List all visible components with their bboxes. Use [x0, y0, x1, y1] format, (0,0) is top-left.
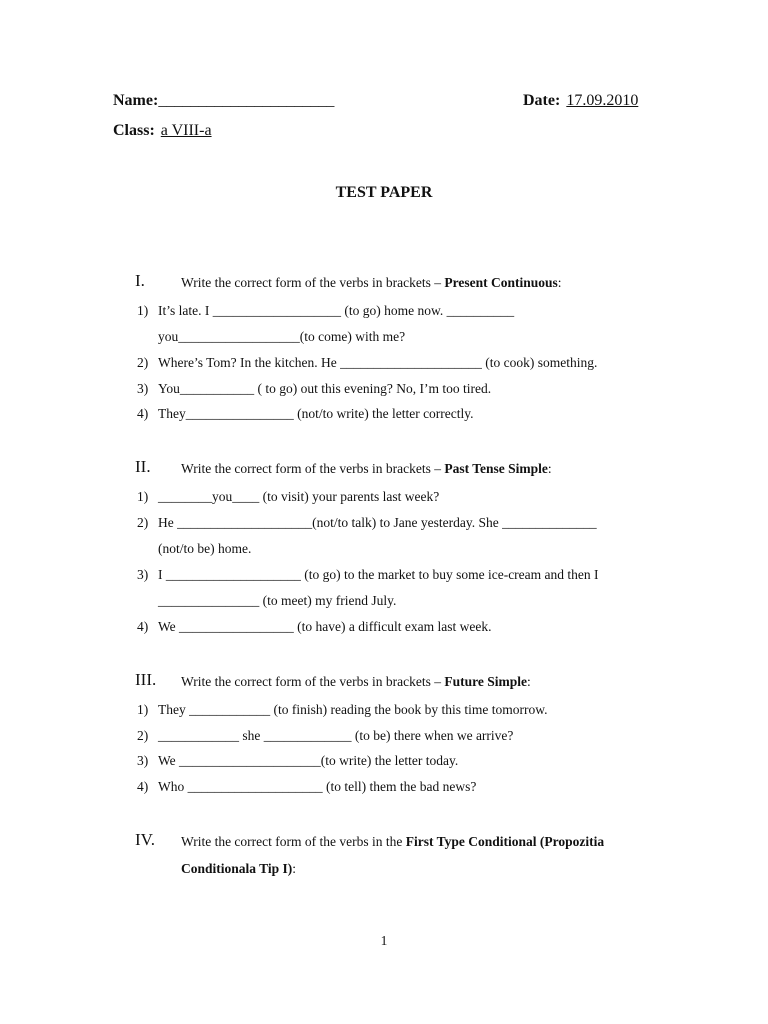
- item-number: 1): [137, 489, 149, 504]
- item-number: 2): [137, 728, 149, 743]
- page-title: TEST PAPER: [335, 184, 433, 201]
- item-line: You___________ ( to go) out this evening? No, I’m too tired.: [158, 381, 492, 396]
- item-number: 3): [137, 753, 149, 768]
- name-blank: ______________________: [158, 92, 335, 109]
- item-line: They________________ (not/to write) the letter correctly.: [158, 406, 474, 421]
- section-4-instruction: Write the correct form of the verbs in the First Type Conditional (Propozitia: [181, 834, 605, 849]
- section-2-tense: Past Tense Simple: [444, 461, 548, 476]
- class-field: [113, 122, 212, 140]
- item-line: I ____________________ (to go) to the market to buy some ice-cream and then I: [158, 567, 599, 582]
- item-line: Who ____________________ (to tell) them the bad news?: [158, 779, 477, 794]
- section-3-tense: Future Simple: [444, 674, 527, 689]
- item-number: 2): [137, 355, 149, 370]
- item-line: (not/to be) home.: [158, 541, 252, 556]
- item-line: Where’s Tom? In the kitchen. He _____________________ (to cook) something.: [158, 355, 598, 370]
- item-line: ____________ she _____________ (to be) there when we arrive?: [158, 728, 514, 743]
- item-line: He ____________________(not/to talk) to Jane yesterday. She ______________: [158, 515, 597, 530]
- page-number: 1: [380, 933, 388, 948]
- item-number: 4): [137, 779, 149, 794]
- name-field: [113, 92, 334, 110]
- class-label: Class:: [113, 122, 155, 139]
- section-1-instruction: Write the correct form of the verbs in brackets – Present Continuous:: [181, 275, 562, 290]
- item-line: It’s late. I ___________________ (to go) home now. __________: [158, 303, 515, 318]
- section-2-numeral: II.: [135, 457, 151, 476]
- item-line: ________you____ (to visit) your parents last week?: [158, 489, 440, 504]
- item-number: 3): [137, 381, 149, 396]
- item-number: 4): [137, 406, 149, 421]
- date-label: Date:: [523, 92, 561, 109]
- item-line: We _________________ (to have) a difficult exam last week.: [158, 619, 492, 634]
- item-number: 2): [137, 515, 149, 530]
- section-2-instruction: Write the correct form of the verbs in brackets – Past Tense Simple:: [181, 461, 552, 476]
- section-1-tense: Present Continuous: [444, 275, 558, 290]
- item-line: _______________ (to meet) my friend July.: [158, 593, 397, 608]
- date-field: [523, 92, 638, 110]
- section-3-instruction: Write the correct form of the verbs in brackets – Future Simple:: [181, 674, 531, 689]
- date-value: 17.09.2010: [566, 92, 639, 109]
- item-line: They ____________ (to finish) reading the book by this time tomorrow.: [158, 702, 548, 717]
- name-label: Name:: [113, 92, 159, 109]
- class-value: a VIII-a: [160, 122, 212, 139]
- section-3-numeral: III.: [135, 670, 157, 689]
- section-4-instruction-line2: Conditionala Tip I):: [181, 861, 297, 876]
- section-4-tense: First Type Conditional (Propozitia: [405, 834, 605, 849]
- item-line: you__________________(to come) with me?: [158, 329, 406, 344]
- item-number: 3): [137, 567, 149, 582]
- item-number: 1): [137, 702, 149, 717]
- section-4-numeral: IV.: [135, 830, 155, 849]
- item-number: 1): [137, 303, 149, 318]
- item-number: 4): [137, 619, 149, 634]
- section-1-numeral: I.: [135, 271, 145, 290]
- item-line: We _____________________(to write) the letter today.: [158, 753, 459, 768]
